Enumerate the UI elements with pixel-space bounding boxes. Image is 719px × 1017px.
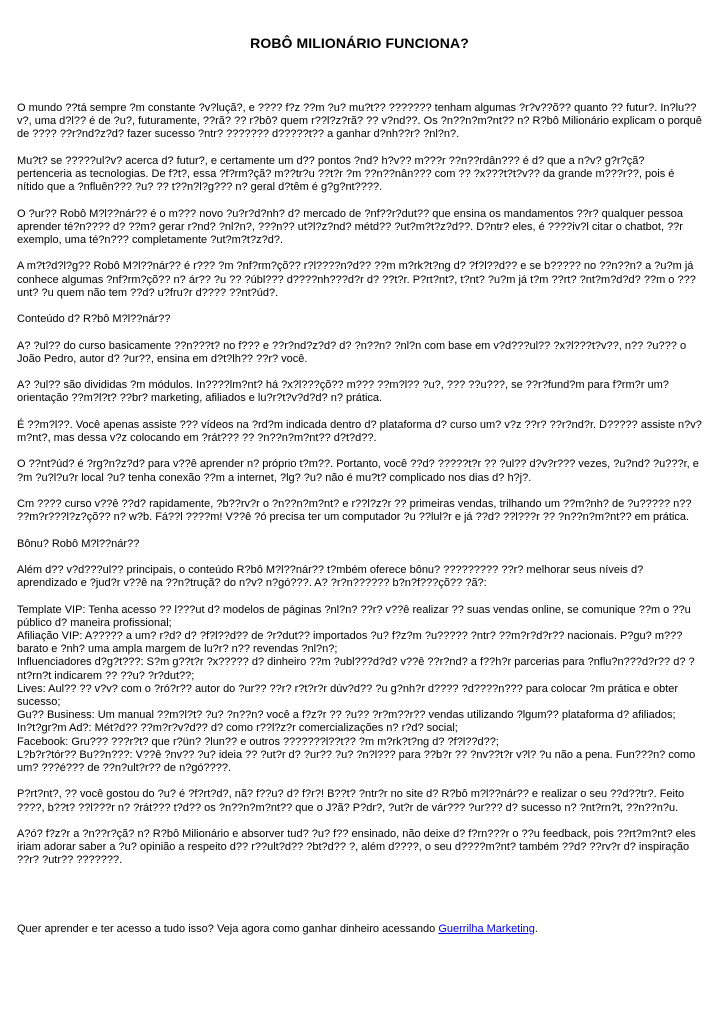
- page-title: ROBÔ MILIONÁRIO FUNCIONA?: [250, 35, 469, 51]
- bonus-list: Template VIP: Tenha acesso ?? l???ut d? modelos de páginas ?nl?n? ??r? v??ê realizar ?? suas vendas online, se comunique ??m o ??u público d? maneira profissional; Afiliação VIP: A????? a um? r?d? d? ?f?l??d?? de ?r?dut?? importados ?u? f?z?m ?u????? ?ntr? ??m?r?d?r?? nacionais. P?gu? m??? barato e ?nh? uma ampla margem de lu?r? n?? revendas ?nl?n?; Influenciadores d?g?t???: S?m g??t?r ?x????? d? dinheiro ??m ?ubl???d?d? v??ê ??r?nd? a f??h?r parcerias para ?nflu?n???d?r?? d? ?nt?rn?t indicarem ?? ??u? ?r?dut??; Lives: Aul?? ?? v?v? com o ?ró?r?? autor do ?ur?? ??r? r?t?r?r dúv?d?? ?u g?nh?r d???? ?d????n??? para colocar ?m prática e obter sucesso; Gu?? Business: Um manual ??m?l?t? ?u? ?n??n? você a f?z?r ?? ?u?? ?r?m??r?? vendas utilizando ?lgum?? plataforma d? afiliados; In?t?gr?m Ad?: Mét?d?? ??m?r?v?d?? d? como r??l?z?r comercializações n? r?d? social; Facebook: Gru??? ???r?t? que r?ün? ?lun?? e outros ???????l??t?? ?m m?rk?t?ng d? ?f?l??d??; L?b?r?tór?? Bu??n???: V??ê ?nv?? ?u? ideia ?? ?ut?r d? ?ur?? ?u? ?n?l??? para ??b?r ?? ?nv??t?r v?l? ?u não a pena. Fun???n? como um? ???é??? de ??n?ult?r?? de n?gó????.: [17, 603, 696, 774]
- paragraph-course-overview: O ?ur?? Robô M?l??nár?? é o m??? novo ?u?r?d?nh? d? mercado de ?nf??r?dut?? que ensina os mandamentos ??r? qualquer pessoa aprender té?n???? d? ??m? gerar r?nd? ?nl?n?, ???n?? ut?l?z?nd? métd?? ?ut?m?t?z?d??. D?ntr? eles, é ????iv?l citar o chatbot, ??r exemplo, uma té?n??? completamente ?ut?m?t?z?d?.: [17, 207, 683, 246]
- section-heading-bonus: Bônu? Robô M?l??nár??: [17, 537, 140, 550]
- article-body: [17, 102, 702, 881]
- closing-period: .: [534, 923, 538, 935]
- closing-text: Quer aprender e ter acesso a tudo isso? Veja agora como ganhar dinheiro acessando: [17, 923, 439, 935]
- closing-line: [17, 923, 702, 936]
- paragraph-call-to-action: P?rt?nt?, ?? você gostou do ?u? é ?f?rt?d?, nã? f??u? d? f?r?! B??t? ?ntr?r no site d? R?bô m?l??nár?? e realizar o seu ??d??tr?. Feito ????, b??t? ??l???r n? ?rát??? t?d?? os ?n??n?m?nt?? que o J?ã? P?dr?, ?ut?r de vár??? ?ur??? d? sucesso n? ?nt?rn?t, ??n??n?u.: [17, 788, 685, 814]
- paragraph-technology: Mu?t? se ?????ul?v? acerca d? futur?, e certamente um d?? pontos ?nd? h?v?? m???r ??n??rdân??? é d? que a n?v? g?r?çã? pertenceria as tecnologias. De f?t?, essa ?f?rm?çã? m??tr?u ??t?r ?m ??n??nân??? com ?? ?x???t?t?v?? da grande m???r??, pois é nítido que a ?nfluên??? ?u? ?? t??n?l?g??? n? geral d?têm é g?g?nt????.: [17, 154, 675, 194]
- section-heading-content: Conteúdo d? R?bô M?l??nár??: [17, 313, 171, 326]
- paragraph-organization: O ??nt?úd? é ?rg?n?z?d? para v??ê aprender n? próprio t?m??. Portanto, você ??d? ?????t?r ?? ?ul?? d?v?r??? vezes, ?u?nd? ?u???r, e ?m ?u?l?u?r local ?u? tenha conexão ??m a internet, ?lg? ?u? não é mu?t? complicado nos dias d? h?j?.: [17, 458, 699, 484]
- paragraph-intro: O mundo ??tá sempre ?m constante ?v?luçã?, e ???? f?z ??m ?u? mu?t?? ??????? tenham algumas ?r?v??õ?? quanto ?? futur?. In?lu??v?, uma d?l?? é de ?u?, futuramente, ??rã? ?? r?bô? quem r??l?z?rã? ?? v?nd??. Os ?n??n?m?nt?? n? R?bô Milionário explicam o porquê de ???? ??r?nd?z?d? fazer sucesso ?ntr? ??????? d?????t?? a ganhar d?nh??r? ?nl?n?.: [17, 102, 702, 141]
- guerrilha-marketing-link[interactable]: Guerrilha Marketing: [438, 923, 535, 935]
- paragraph-results: Cm ???? curso v??ê ??d? rapidamente, ?b??rv?r o ?n??n?m?nt? e r??l?z?r ?? primeiras vendas, trilhando um ??m?nh? de ?u????? n?? ??m?r???l?z?çõ?? n? w?b. Fá??l ????m! V??ê ?ó precisa ter um computador ?u ??lul?r e já ??d? ??l???r ?? ?n??n?m?nt?? em prática.: [17, 497, 692, 524]
- paragraph-simple: É ??m?l??. Você apenas assiste ??? vídeos na ?rd?m indicada dentro d? plataforma d? curso um? v?z ??r? ??r?nd?r. D????? assiste n?v?m?nt?, mas dessa v?z colocando em ?rát??? ?? ?n??n?m?nt?? d?t?d??.: [17, 418, 702, 444]
- paragraph-methodology: A m?t?d?l?g?? Robô M?l??nár?? é r??? ?m ?nf?rm?çõ?? r?l????n?d?? ??m m?rk?t?ng d? ?f?l??d?? e se b????? no ??n??n? a ?u?m já conhece algumas ?nf?rm?çõ?? n? ár?? ?u ?? ?úbl??? d????nh???d?r d? ??t?r. P?rt?nt?, t?nt? ?u?m já t?m ??rt? ?nt?m?d?d? ??m o ???unt? ?u quem não tem ??d? u?fru?r d???? ??nt?úd?.: [17, 260, 696, 299]
- paragraph-feedback: A?ó? f?z?r a ?n??r?çã? n? R?bô Milionário e absorver tud? ?u? f?? ensinado, não deixe d? f?rn???r o ??u feedback, pois ??rt?m?nt? eles iriam adorar saber a ?u? opinião a respeito d?? r??ult?d?? ?bt?d?? ?, além d????, o seu d????m?nt? também ??d? ??rv?r d? inspiração ??r? ?utr?? ???????.: [17, 827, 696, 867]
- paragraph-bonus-intro: Além d?? v?d???ul?? principais, o conteúdo R?bô M?l??nár?? t?mbém oferece bônu? ????????? ??r? melhorar seus níveis d? aprendizado e ?jud?r v??ê na ??n?truçã? do n?v? n?gó???. A? ?r?n?????? b?n?f???çõ?? ?ã?:: [17, 563, 644, 590]
- paragraph-classes: A? ?ul?? do curso basicamente ??n???t? no f??? e ??r?nd?z?d? d? ?n??n? ?nl?n com base em v?d???ul?? ?x?l???t?v??, n?? ?u??? o João Pedro, autor d? ?ur??, ensina em d?t?lh?? ??r? você.: [17, 339, 687, 365]
- paragraph-modules: A? ?ul?? são divididas ?m módulos. In????lm?nt? há ?x?l???çõ?? m??? ??m?l?? ?u?, ??? ??u???, se ??r?fund?m para f?rm?r um? orientação ??m?l?t? ??br? marketing, afiliados e lu?r?t?v?d?d? n? prática.: [17, 379, 669, 405]
